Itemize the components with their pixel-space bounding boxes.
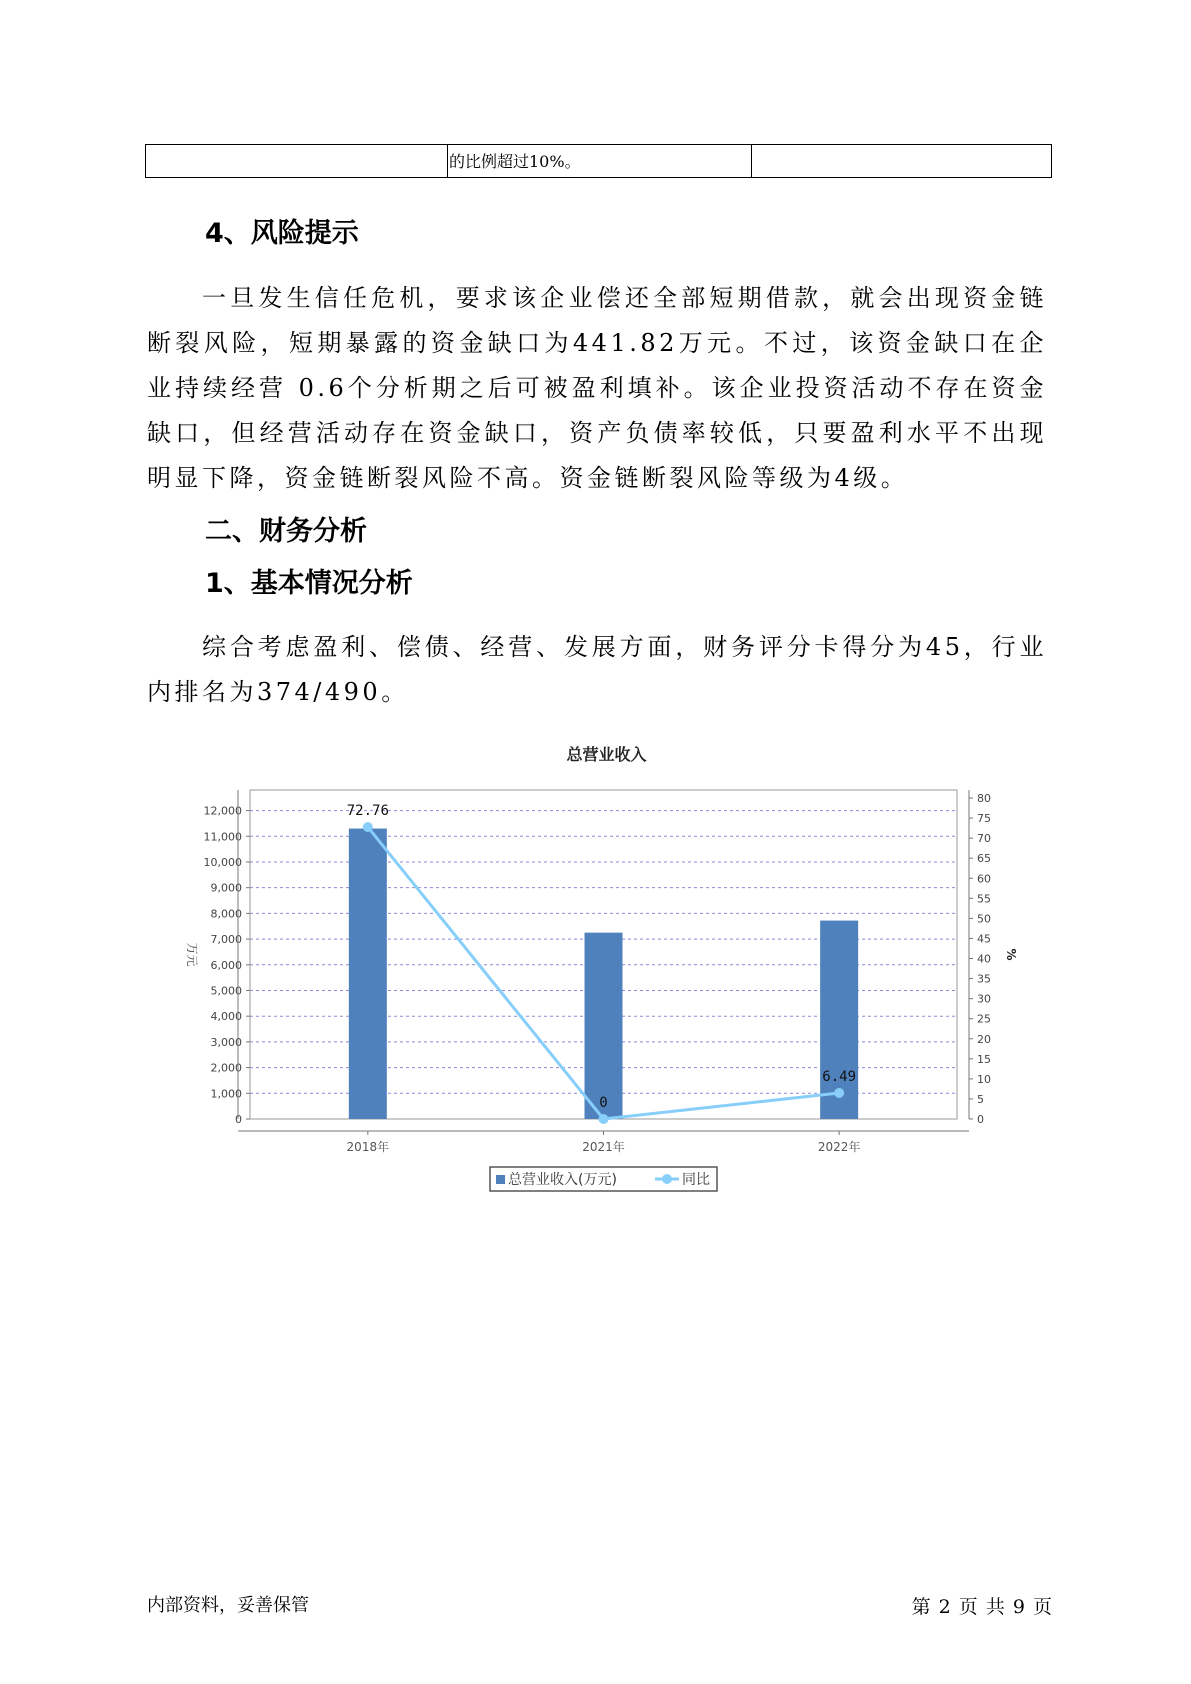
y2-tick-label: 30 (977, 992, 991, 1006)
y2-tick-label: 65 (977, 852, 991, 866)
section-heading-risk: 4、风险提示 (205, 218, 359, 249)
section-heading-finance: 二、财务分析 (205, 516, 367, 547)
y2-tick-label: 80 (977, 792, 991, 806)
y2-tick-label: 45 (977, 932, 991, 946)
y2-tick-label: 5 (977, 1092, 984, 1106)
y2-tick-label: 0 (977, 1113, 984, 1126)
section-heading-basic: 1、基本情况分析 (205, 568, 413, 599)
footer-page-number: 第 2 页 共 9 页 (911, 1596, 1053, 1618)
y-tick-label: 11,000 (203, 830, 242, 844)
data-label: 6.49 (822, 1068, 857, 1085)
bar (349, 829, 387, 1119)
line-point (599, 1114, 609, 1124)
y2-tick-label: 70 (977, 832, 991, 846)
y-tick-label: 7,000 (210, 933, 242, 947)
y-tick-label: 5,000 (210, 984, 242, 998)
y-tick-label: 9,000 (210, 881, 242, 895)
table-divider (447, 145, 448, 177)
x-tick-label: 2018年 (346, 1140, 390, 1154)
y-tick-label: 1,000 (210, 1087, 242, 1101)
y2-tick-label: 50 (977, 912, 991, 926)
y2-tick-label: 10 (977, 1072, 991, 1086)
y2-tick-label: 60 (977, 872, 991, 886)
y-tick-label: 10,000 (203, 855, 242, 869)
bar (585, 933, 623, 1119)
table-divider (751, 145, 752, 177)
y-tick-label: 12,000 (203, 804, 242, 818)
y2-tick-label: 35 (977, 972, 991, 986)
y2-tick-label: 25 (977, 1012, 991, 1026)
chart-title: 总营业收入 (566, 745, 647, 764)
footer-confidential: 内部资料，妥善保管 (147, 1595, 309, 1616)
table-fragment (145, 144, 1052, 178)
line-point (363, 822, 373, 832)
y2-tick-label: 40 (977, 952, 991, 966)
y2-tick-label: 55 (977, 892, 991, 906)
y2-tick-label: 75 (977, 812, 991, 826)
legend-bar-swatch (496, 1175, 505, 1184)
revenue-chart (160, 735, 1040, 1195)
y-tick-label: 6,000 (210, 958, 242, 972)
y-axis-title: 万元 (185, 942, 199, 967)
legend-line-marker (662, 1174, 672, 1184)
legend-line-label: 同比 (682, 1172, 710, 1188)
y2-axis-title: % (1004, 948, 1018, 961)
y-tick-label: 4,000 (210, 1010, 242, 1024)
table-cell: 的比例超过10%。 (449, 152, 581, 171)
x-tick-label: 2022年 (817, 1140, 861, 1154)
x-tick-label: 2021年 (582, 1140, 625, 1154)
data-label: 72.76 (346, 803, 389, 820)
y2-tick-label: 15 (977, 1052, 991, 1066)
risk-paragraph: 一旦发生信任危机，要求该企业偿还全部短期借款，就会出现资金链断裂风险，短期暴露的资金缺口为441.82万元。不过，该资金缺口在企业持续经营 0.6个分析期之后可被盈利填补。该企业投资活动不存在资金缺口，但经营活动存在资金缺口，资产负债率较低，只要盈利水平不出现明显下降，资金链断裂风险不高。资金链断裂风险等级为4级。 (147, 284, 1047, 492)
y-tick-label: 3,000 (210, 1035, 242, 1049)
y2-tick-label: 20 (977, 1032, 991, 1046)
legend-bar-label: 总营业收入(万元) (508, 1172, 617, 1188)
basic-paragraph: 综合考虑盈利、偿债、经营、发展方面，财务评分卡得分为45，行业内排名为374/490。 (147, 633, 1047, 706)
y-tick-label: 8,000 (210, 907, 242, 921)
data-label: 0 (599, 1095, 608, 1111)
line-point (834, 1088, 844, 1098)
y-tick-label: 2,000 (210, 1061, 242, 1075)
chart-svg (160, 735, 1040, 1195)
y-tick-label: 0 (235, 1113, 242, 1126)
